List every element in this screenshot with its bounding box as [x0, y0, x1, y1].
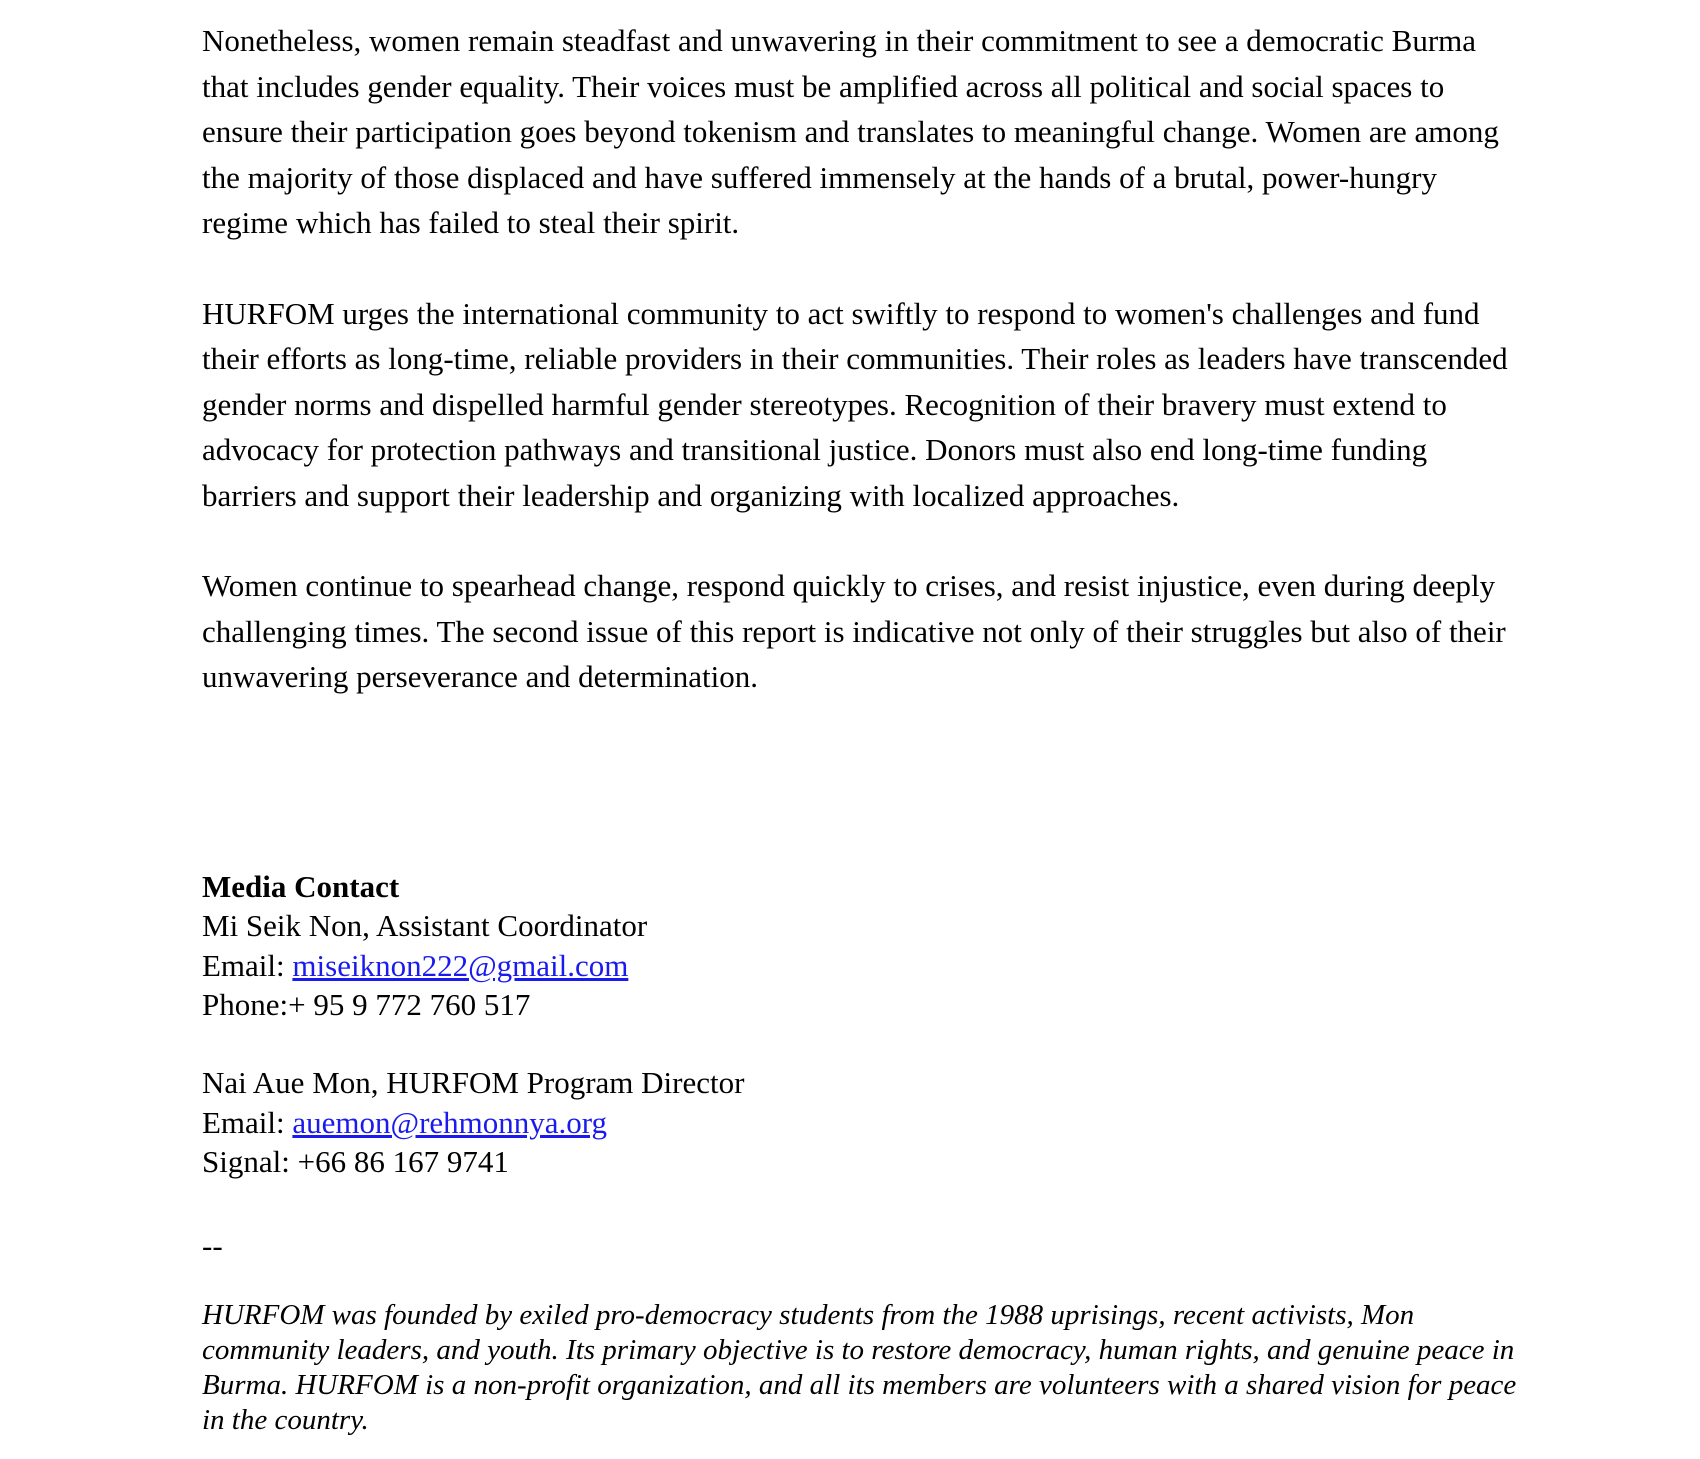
contact-1-email-label: Email:: [202, 947, 293, 983]
body-paragraph-3: Women continue to spearhead change, respond quickly to crises, and resist injustice, even during deeply challenging times. The second issue of this report is indicative not only of their struggles but also of their unwavering perseverance and determination.: [202, 568, 1506, 694]
body-paragraph-2: HURFOM urges the international community to act swiftly to respond to women's challenges and fund their efforts as long-time, reliable providers in their communities. Their roles as leaders have transcended gender norms and dispelled harmful gender stereotypes. Recognition of their bravery must extend to advocacy for protection pathways and transitional justice. Donors must also end long-time funding barriers and support their leadership and organizing with localized approaches.: [202, 295, 1508, 513]
signature-divider: --: [202, 1228, 223, 1263]
about-hurfom-paragraph: HURFOM was founded by exiled pro-democracy students from the 1988 uprisings, recent activists, Mon community leaders, and youth. Its primary objective is to restore democracy, human rights, and genuine peace in Burma. HURFOM is a non-profit organization, and all its members are volunteers with a shared vision for peace in the country.: [202, 1299, 1517, 1436]
contact-2-email-label: Email:: [202, 1104, 293, 1140]
contact-2-email-link[interactable]: auemon@rehmonnya.org: [292, 1104, 608, 1140]
body-paragraph-1: Nonetheless, women remain steadfast and unwavering in their commitment to see a democratic Burma that includes gender equality. Their voices must be amplified across all political and social spaces to ensure their participation goes beyond tokenism and translates to meaningful change. Women are among the majority of those displaced and have suffered immensely at the hands of a brutal, power-hungry regime which has failed to steal their spirit.: [202, 23, 1499, 240]
contact-1-email-link[interactable]: miseiknon222@gmail.com: [292, 947, 629, 983]
contact-2-signal: Signal: +66 86 167 9741: [202, 1144, 509, 1180]
contact-2-email-line: [202, 1103, 1522, 1142]
contact-spacer: [202, 1024, 1522, 1063]
contact-1-name: Mi Seik Non, Assistant Coordinator: [202, 908, 648, 944]
contact-2-name: Nai Aue Mon, HURFOM Program Director: [202, 1065, 745, 1101]
media-contact-heading: Media Contact: [202, 869, 400, 904]
contact-1-email-line: [202, 946, 1522, 985]
document-body: [202, 18, 1522, 700]
media-contact-section: [202, 867, 1522, 1181]
contact-1-phone: Phone:+ 95 9 772 760 517: [202, 986, 531, 1022]
